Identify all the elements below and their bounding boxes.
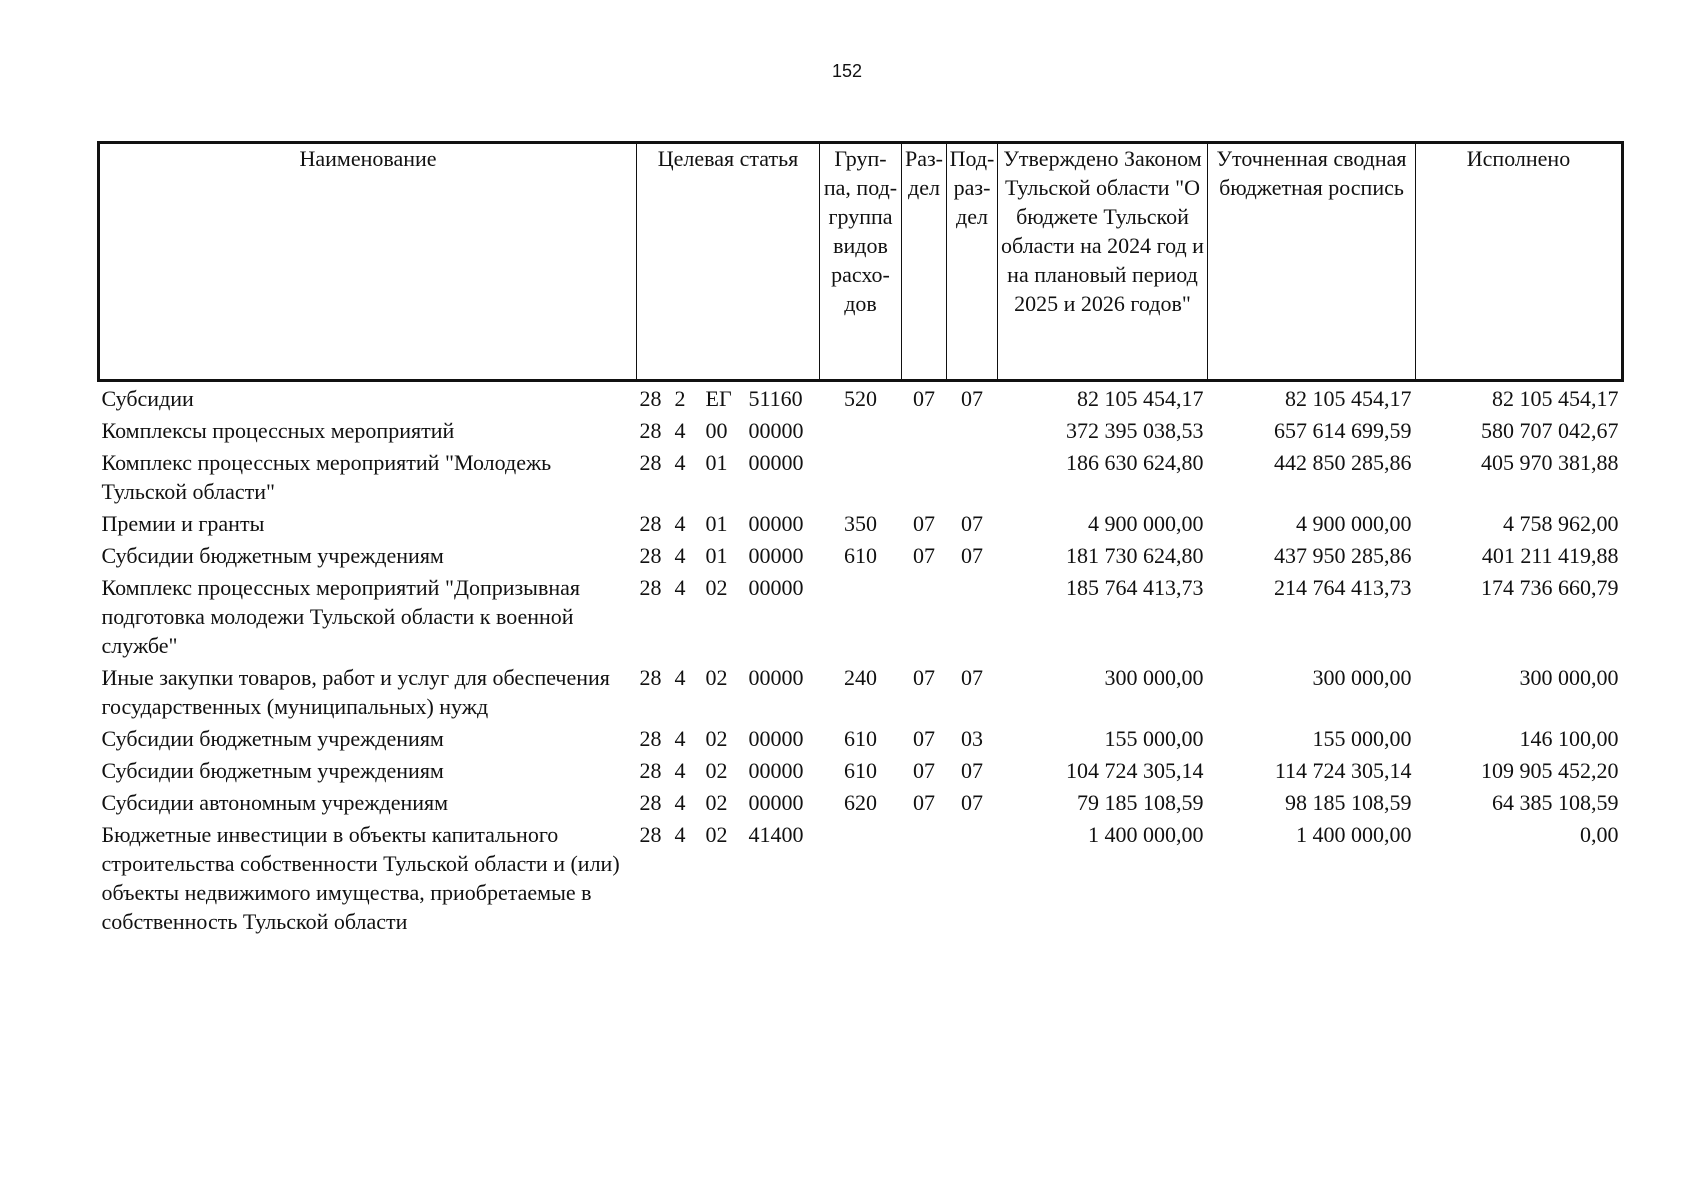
row-target-code [637, 818, 820, 937]
code-part-3: 01 [705, 450, 728, 475]
row-subsection: 07 [961, 758, 983, 783]
header-executed: Исполнено [1416, 143, 1623, 381]
code-part-1: 28 [639, 758, 662, 783]
header-subsection: Под-раз-дел [947, 143, 998, 381]
code-part-3: 01 [705, 511, 728, 536]
table-row [99, 381, 1623, 415]
table-row [99, 818, 1623, 937]
row-subsection [947, 446, 998, 507]
code-part-4: 41400 [748, 822, 804, 847]
row-approved: 186 630 624,80 [1066, 450, 1204, 475]
row-subsection: 07 [961, 543, 983, 568]
code-part-2: 4 [674, 726, 686, 751]
row-group: 240 [844, 665, 877, 690]
code-part-3: 00 [705, 418, 728, 443]
code-part-3: 02 [705, 790, 728, 815]
row-target-code [637, 507, 820, 539]
row-executed: 146 100,00 [1519, 726, 1619, 751]
header-group: Груп-па, под-группа видов расхо-дов [820, 143, 902, 381]
code-part-1: 28 [639, 822, 662, 847]
header-approved: Утверждено Законом Тульской области "О бюджете Тульской области на 2024 год и на плановый период 2025 и 2026 годов" [998, 143, 1208, 381]
code-part-4: 51160 [748, 386, 803, 411]
table-row [99, 786, 1623, 818]
row-approved: 82 105 454,17 [1077, 386, 1204, 411]
header-target: Целевая статья [637, 143, 820, 381]
row-group: 610 [844, 758, 877, 783]
code-part-1: 28 [639, 386, 662, 411]
code-part-4: 00000 [748, 418, 804, 443]
row-approved: 104 724 305,14 [1066, 758, 1204, 783]
row-subsection [947, 414, 998, 446]
row-target-code [637, 381, 820, 415]
row-section [902, 414, 947, 446]
code-part-2: 4 [674, 758, 686, 783]
table-row [99, 446, 1623, 507]
row-subsection: 07 [961, 665, 983, 690]
row-group: 610 [844, 543, 877, 568]
code-part-3: 01 [705, 543, 728, 568]
row-target-code [637, 754, 820, 786]
row-subsection: 07 [961, 790, 983, 815]
code-part-1: 28 [639, 543, 662, 568]
row-executed: 300 000,00 [1519, 665, 1619, 690]
row-target-code [637, 446, 820, 507]
table-row [99, 414, 1623, 446]
row-name: Субсидии бюджетным учреждениям [101, 543, 444, 568]
row-group [820, 414, 902, 446]
code-part-1: 28 [639, 665, 662, 690]
row-section: 07 [913, 665, 935, 690]
row-approved: 79 185 108,59 [1077, 790, 1204, 815]
code-part-2: 4 [674, 822, 686, 847]
table-row [99, 571, 1623, 661]
row-refined: 98 185 108,59 [1285, 790, 1412, 815]
code-part-3: 02 [705, 822, 728, 847]
row-section [902, 571, 947, 661]
row-approved: 372 395 038,53 [1066, 418, 1204, 443]
row-executed: 82 105 454,17 [1492, 386, 1619, 411]
code-part-1: 28 [639, 418, 662, 443]
code-part-4: 00000 [748, 543, 804, 568]
row-section: 07 [913, 758, 935, 783]
row-group: 350 [844, 511, 877, 536]
header-name: Наименование [99, 143, 637, 381]
code-part-3: 02 [705, 575, 728, 600]
row-section [902, 446, 947, 507]
row-subsection: 07 [961, 386, 983, 411]
row-refined: 155 000,00 [1312, 726, 1412, 751]
code-part-2: 4 [674, 575, 686, 600]
row-approved: 181 730 624,80 [1066, 543, 1204, 568]
code-part-4: 00000 [748, 726, 804, 751]
code-part-3: 02 [705, 758, 728, 783]
row-executed: 64 385 108,59 [1492, 790, 1619, 815]
row-section [902, 818, 947, 937]
code-part-2: 4 [674, 418, 686, 443]
code-part-3: ЕГ [705, 386, 732, 411]
row-approved: 185 764 413,73 [1066, 575, 1204, 600]
row-group: 620 [844, 790, 877, 815]
code-part-2: 4 [674, 790, 686, 815]
row-refined: 657 614 699,59 [1274, 418, 1412, 443]
row-refined: 114 724 305,14 [1274, 758, 1412, 783]
row-name: Бюджетные инвестиции в объекты капитального строительства собственности Тульской области и (или) объекты недвижимого имущества, приобретаемые в собственность Тульской области [101, 822, 620, 934]
row-group [820, 571, 902, 661]
code-part-4: 00000 [748, 665, 804, 690]
row-target-code [637, 661, 820, 722]
row-executed: 0,00 [1580, 822, 1619, 847]
table-row [99, 507, 1623, 539]
row-group [820, 446, 902, 507]
code-part-2: 4 [674, 511, 686, 536]
code-part-2: 4 [674, 665, 686, 690]
row-refined: 214 764 413,73 [1274, 575, 1412, 600]
row-section: 07 [913, 726, 935, 751]
table-row [99, 539, 1623, 571]
code-part-2: 4 [674, 450, 686, 475]
code-part-1: 28 [639, 450, 662, 475]
row-refined: 1 400 000,00 [1296, 822, 1412, 847]
row-subsection: 07 [961, 511, 983, 536]
code-part-2: 2 [674, 386, 686, 411]
row-approved: 4 900 000,00 [1088, 511, 1204, 536]
code-part-1: 28 [639, 790, 662, 815]
table-row [99, 722, 1623, 754]
row-executed: 580 707 042,67 [1481, 418, 1619, 443]
code-part-4: 00000 [748, 790, 804, 815]
table-row [99, 661, 1623, 722]
row-name: Комплекс процессных мероприятий "Допризывная подготовка молодежи Тульской области к военной службе" [101, 575, 581, 658]
code-part-4: 00000 [748, 758, 804, 783]
code-part-3: 02 [705, 726, 728, 751]
header-section: Раз-дел [902, 143, 947, 381]
row-section: 07 [913, 511, 935, 536]
row-name: Субсидии автономным учреждениям [101, 790, 449, 815]
code-part-4: 00000 [748, 511, 804, 536]
code-part-1: 28 [639, 726, 662, 751]
row-executed: 401 211 419,88 [1481, 543, 1619, 568]
row-group [820, 818, 902, 937]
row-name: Комплекс процессных мероприятий "Молодежь Тульской области" [101, 450, 552, 504]
code-part-4: 00000 [748, 575, 804, 600]
row-target-code [637, 722, 820, 754]
row-name: Комплексы процессных мероприятий [101, 418, 455, 443]
row-group: 520 [844, 386, 877, 411]
row-name: Премии и гранты [101, 511, 265, 536]
row-refined: 300 000,00 [1312, 665, 1412, 690]
row-target-code [637, 539, 820, 571]
code-part-1: 28 [639, 575, 662, 600]
row-group: 610 [844, 726, 877, 751]
row-name: Субсидии бюджетным учреждениям [101, 758, 444, 783]
table-body [99, 381, 1623, 938]
row-refined: 82 105 454,17 [1285, 386, 1412, 411]
row-refined: 442 850 285,86 [1274, 450, 1412, 475]
code-part-1: 28 [639, 511, 662, 536]
row-name: Субсидии бюджетным учреждениям [101, 726, 444, 751]
code-part-2: 4 [674, 543, 686, 568]
code-part-3: 02 [705, 665, 728, 690]
row-refined: 4 900 000,00 [1296, 511, 1412, 536]
row-executed: 109 905 452,20 [1481, 758, 1619, 783]
row-section: 07 [913, 386, 935, 411]
row-approved: 300 000,00 [1104, 665, 1204, 690]
table-header [99, 143, 1623, 381]
row-refined: 437 950 285,86 [1274, 543, 1412, 568]
row-target-code [637, 571, 820, 661]
table-row [99, 754, 1623, 786]
row-executed: 405 970 381,88 [1481, 450, 1619, 475]
row-subsection [947, 571, 998, 661]
row-executed: 174 736 660,79 [1481, 575, 1619, 600]
row-name: Иные закупки товаров, работ и услуг для обеспечения государственных (муниципальных) нужд [101, 665, 610, 719]
row-name: Субсидии [101, 386, 194, 411]
code-part-4: 00000 [748, 450, 804, 475]
row-subsection: 03 [961, 726, 983, 751]
row-section: 07 [913, 790, 935, 815]
budget-table [97, 141, 1624, 937]
row-section: 07 [913, 543, 935, 568]
row-executed: 4 758 962,00 [1503, 511, 1619, 536]
row-target-code [637, 786, 820, 818]
row-approved: 1 400 000,00 [1088, 822, 1204, 847]
header-refined: Уточненная сводная бюджетная роспись [1208, 143, 1416, 381]
row-approved: 155 000,00 [1104, 726, 1204, 751]
row-target-code [637, 414, 820, 446]
page-number: 152 [831, 61, 863, 81]
row-subsection [947, 818, 998, 937]
